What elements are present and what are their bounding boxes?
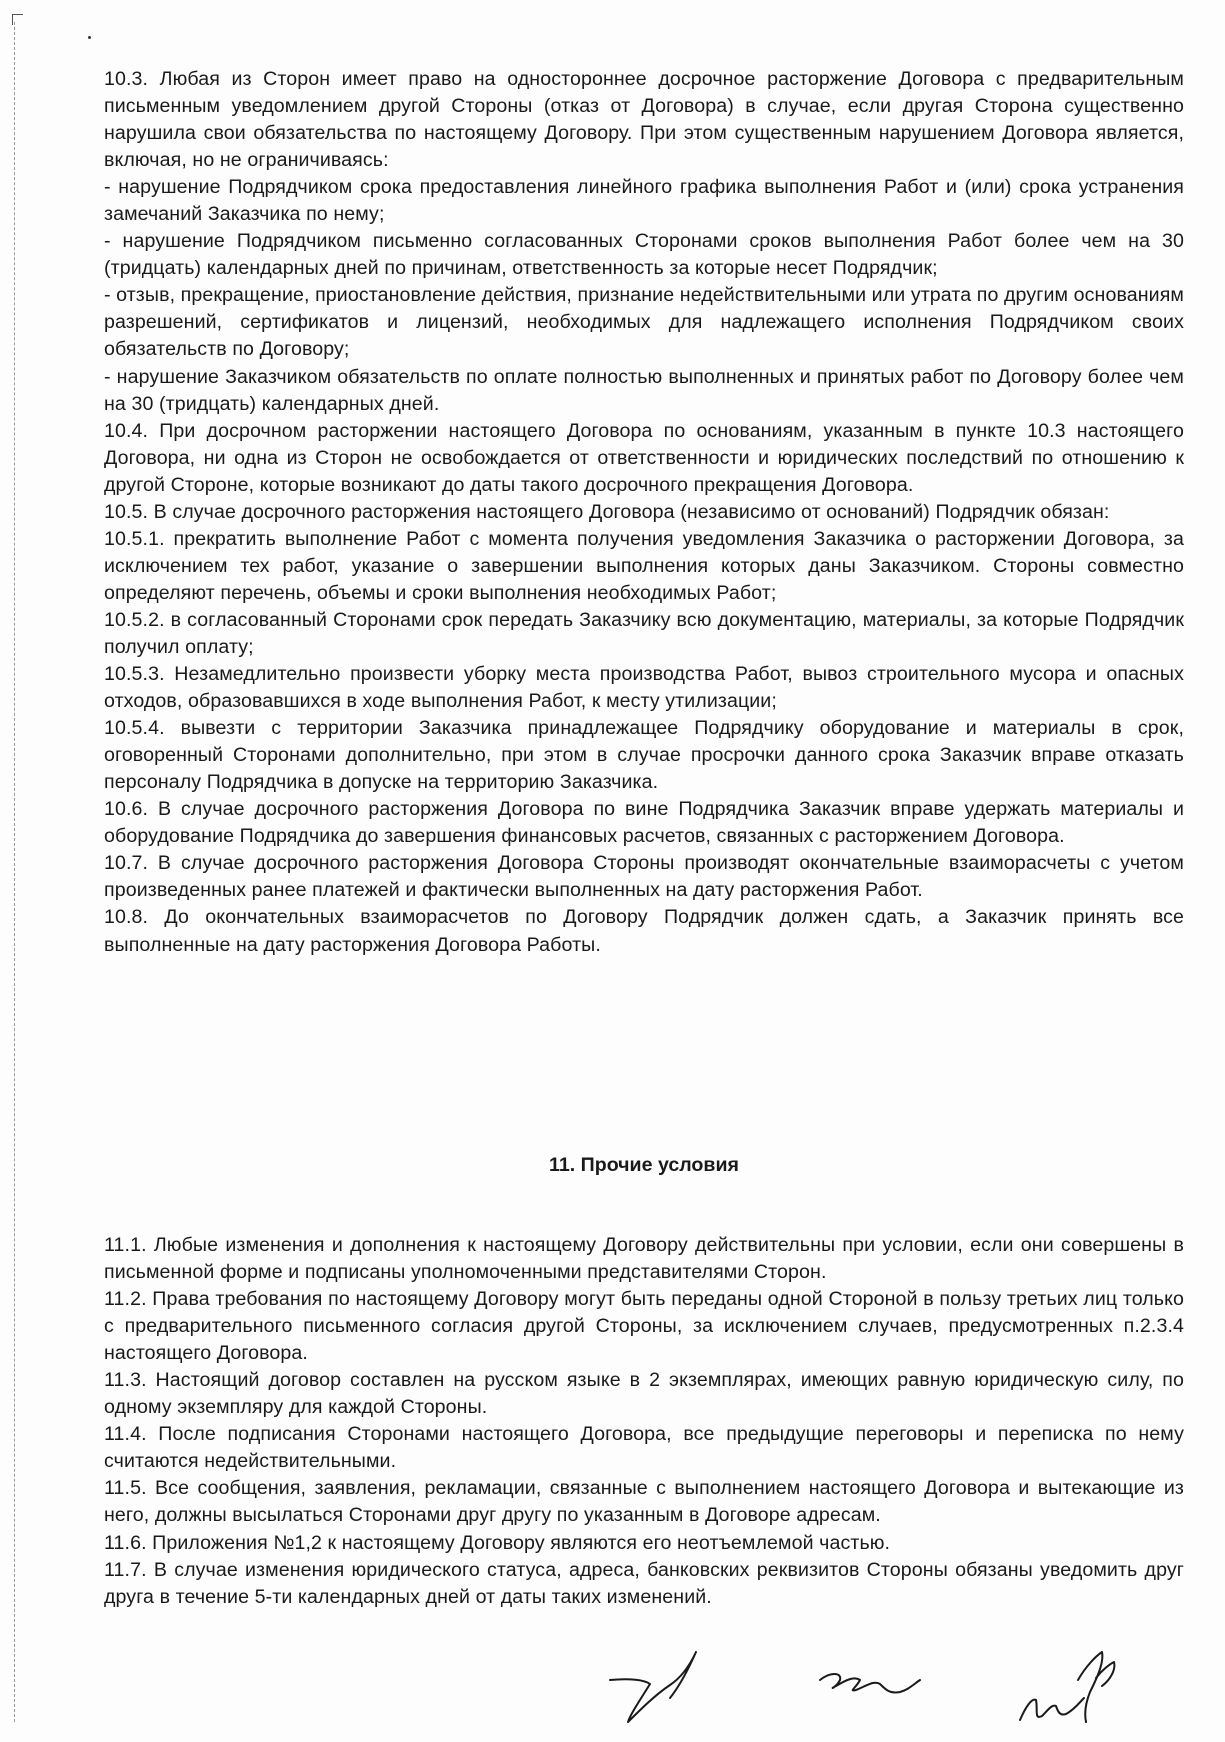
clause-10-5-1: 10.5.1. прекратить выполнение Работ с момента получения уведомления Заказчика о расторжении Договора, за исключением тех работ, указание о завершении выполнения которых даны Заказчиком. Стороны совместно определяют перечень, объемы и сроки выполнения необходимых Работ;: [104, 527, 1184, 604]
clause-11-2: 11.2. Права требования по настоящему Договору могут быть переданы одной Стороной в пользу третьих лиц только с предварительного письменного согласия другой Стороны, за исключением случаев, предусмотренных п.2.3.4 настоящего Договора.: [104, 1288, 1184, 1365]
clause-11-7: 11.7. В случае изменения юридического статуса, адреса, банковских реквизитов Стороны обязаны уведомить друг друга в течение 5-ти календарных дней от даты таких изменений.: [104, 1558, 1184, 1608]
clause-10-5: 10.5. В случае досрочного расторжения настоящего Договора (независимо от оснований) Подрядчик обязан:: [104, 500, 1110, 523]
signatures: [590, 1640, 1190, 1740]
clause-10-7: 10.7. В случае досрочного расторжения Договора Стороны производят окончательные взаиморасчеты с учетом произведенных ранее платежей и фактически выполненных на дату расторжения Работ.: [104, 852, 1184, 902]
clause-10-3: 10.3. Любая из Сторон имеет право на одностороннее досрочное расторжение Договора с предварительным письменным уведомлением другой Стороны (отказ от Договора) в случае, если другая Сторона существенно нарушила свои обязательства по настоящему Договору. При этом существенным нарушением Договора является, включая, но не ограничиваясь:: [104, 68, 1184, 172]
clause-11-6: 11.6. Приложения №1,2 к настоящему Договору являются его неотъемлемой частью.: [104, 1531, 891, 1554]
clause-11-5: 11.5. Все сообщения, заявления, рекламации, связанные с выполнением настоящего Договора и вытекающие из него, должны высылаться Сторонами друг другу по указанным в Договоре адресам.: [104, 1477, 1184, 1527]
clause-10-5-3: 10.5.3. Незамедлительно произвести уборку места производства Работ, вывоз строительного мусора и опасных отходов, образовавшихся в ходе выполнения Работ, к месту утилизации;: [104, 663, 1184, 713]
section-11-heading: 11. Прочие условия: [549, 1154, 739, 1176]
signature-3: [1020, 1652, 1114, 1722]
clause-10-5-4: 10.5.4. вывезти с территории Заказчика принадлежащее Подрядчику оборудование и материалы в срок, оговоренный Сторонами дополнительно, при этом в случае просрочки данного срока Заказчик вправе отказать персоналу Подрядчика в допуске на территорию Заказчика.: [104, 717, 1184, 794]
section-10-text: [104, 66, 1184, 959]
clause-10-3-item-a: - нарушение Подрядчиком срока предоставления линейного графика выполнения Работ и (или) срока устранения замечаний Заказчика по нему;: [104, 176, 1184, 226]
clause-10-3-item-b: - нарушение Подрядчиком письменно согласованных Сторонами сроков выполнения Работ более чем на 30 (тридцать) календарных дней по причинам, ответственность за которые несет Подрядчик;: [104, 230, 1184, 280]
signature-2: [820, 1674, 920, 1693]
clause-10-4: 10.4. При досрочном расторжении настоящего Договора по основаниям, указанным в пункте 10.3 настоящего Договора, ни одна из Сторон не освобождается от ответственности и юридических последствий по отношению к другой Стороне, которые возникают до даты такого досрочного прекращения Договора.: [104, 419, 1184, 496]
clause-10-8: 10.8. До окончательных взаиморасчетов по Договору Подрядчик должен сдать, а Заказчик принять все выполненные на дату расторжения Договора Работы.: [104, 906, 1184, 956]
section-11-text: [104, 1232, 1184, 1611]
scan-dot: [88, 36, 91, 39]
clause-11-4: 11.4. После подписания Сторонами настоящего Договора, все предыдущие переговоры и переписка по нему считаются недействительными.: [104, 1423, 1184, 1473]
clause-10-3-item-d: - нарушение Заказчиком обязательств по оплате полностью выполненных и принятых работ по Договору более чем на 30 (тридцать) календарных дней.: [104, 365, 1184, 415]
corner-mark: [12, 14, 23, 25]
clause-11-3: 11.3. Настоящий договор составлен на русском языке в 2 экземплярах, имеющих равную юридическую силу, по одному экземпляру для каждой Стороны.: [104, 1369, 1184, 1419]
signature-1: [610, 1652, 696, 1722]
clause-11-1: 11.1. Любые изменения и дополнения к настоящему Договору действительны при условии, если они совершены в письменной форме и подписаны уполномоченными представителями Сторон.: [104, 1234, 1184, 1284]
clause-10-5-2: 10.5.2. в согласованный Сторонами срок передать Заказчику всю документацию, материалы, за которые Подрядчик получил оплату;: [104, 608, 1184, 658]
scan-edge-line: [14, 22, 15, 1722]
clause-10-3-item-c: - отзыв, прекращение, приостановление действия, признание недействительными или утрата по другим основаниям разрешений, сертификатов и лицензий, необходимых для надлежащего исполнения Подрядчиком своих обязательств по Договору;: [104, 284, 1184, 361]
clause-10-6: 10.6. В случае досрочного расторжения Договора по вине Подрядчика Заказчик вправе удержать материалы и оборудование Подрядчика до завершения финансовых расчетов, связанных с расторжением Договора.: [104, 798, 1184, 848]
